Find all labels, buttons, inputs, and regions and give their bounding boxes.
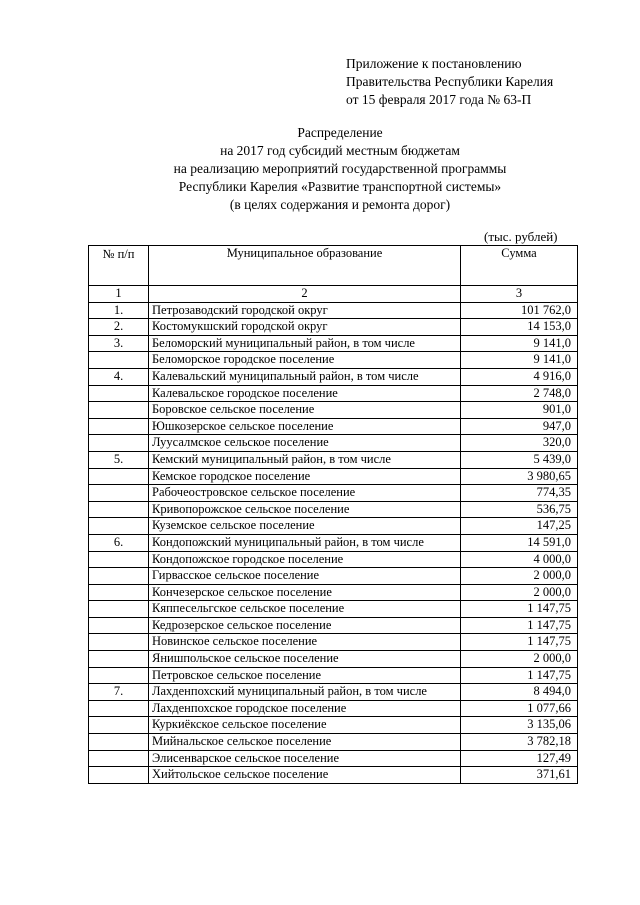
row-name: Кемское городское поселение [149,468,461,485]
row-sum: 1 147,75 [461,634,578,651]
table-row [89,534,578,551]
table-row [89,385,578,402]
table-row [89,501,578,518]
row-number [89,485,149,502]
row-sum: 371,61 [461,767,578,784]
row-name: Янишпольское сельское поселение [149,651,461,668]
row-name: Петровское сельское поселение [149,667,461,684]
header-name: Муниципальное образование [149,246,461,286]
subsidy-table [88,245,578,784]
row-sum: 2 748,0 [461,385,578,402]
row-name: Лахденпохский муниципальный район, в том числе [149,684,461,701]
row-number [89,617,149,634]
row-sum: 536,75 [461,501,578,518]
row-name: Калевальское городское поселение [149,385,461,402]
table-row [89,451,578,468]
row-sum: 1 147,75 [461,617,578,634]
row-name: Элисенварское сельское поселение [149,750,461,767]
row-name: Куркиёкское сельское поселение [149,717,461,734]
row-sum: 5 439,0 [461,451,578,468]
table-row [89,468,578,485]
header-num: № п/п [89,246,149,286]
row-number: 6. [89,534,149,551]
table-row [89,435,578,452]
row-number [89,651,149,668]
index-cell-3: 3 [461,286,578,303]
row-number [89,418,149,435]
table-row [89,634,578,651]
header-sum: Сумма [461,246,578,286]
title-line-2: на 2017 год субсидий местным бюджетам [220,143,460,158]
title-line-3: на реализацию мероприятий государственной программы [173,161,507,176]
appendix-line-1: Приложение к постановлению [346,56,522,71]
table-row [89,684,578,701]
table-row [89,319,578,336]
row-number: 5. [89,451,149,468]
table-row [89,767,578,784]
row-sum: 3 782,18 [461,734,578,751]
table-row [89,601,578,618]
row-name: Мийнальское сельское поселение [149,734,461,751]
row-sum: 1 147,75 [461,667,578,684]
document-title [120,124,560,214]
table-row [89,700,578,717]
units-label: (тыс. рублей) [484,229,558,244]
row-number [89,734,149,751]
row-sum: 101 762,0 [461,302,578,319]
row-sum: 901,0 [461,402,578,419]
row-name: Беломорский муниципальный район, в том числе [149,335,461,352]
row-number [89,501,149,518]
row-number [89,634,149,651]
row-name: Кемский муниципальный район, в том числе [149,451,461,468]
table-row [89,368,578,385]
row-sum: 8 494,0 [461,684,578,701]
row-name: Кяппесельгское сельское поселение [149,601,461,618]
table-row [89,717,578,734]
index-row [89,286,578,303]
row-name: Хийтольское сельское поселение [149,767,461,784]
table-row [89,750,578,767]
row-sum: 2 000,0 [461,651,578,668]
row-sum: 320,0 [461,435,578,452]
appendix-line-3: от 15 февраля 2017 года № 63-П [346,92,532,107]
row-sum: 4 916,0 [461,368,578,385]
row-name: Кондопожское городское поселение [149,551,461,568]
title-line-5: (в целях содержания и ремонта дорог) [229,197,451,212]
row-sum: 3 135,06 [461,717,578,734]
table-row [89,418,578,435]
row-number [89,435,149,452]
table-row [89,402,578,419]
row-name: Кондопожский муниципальный район, в том числе [149,534,461,551]
row-number [89,700,149,717]
row-name: Петрозаводский городской округ [149,302,461,319]
row-sum: 9 141,0 [461,335,578,352]
row-name: Новинское сельское поселение [149,634,461,651]
index-cell-2: 2 [149,286,461,303]
appendix-line-2: Правительства Республики Карелия [346,74,554,89]
row-number [89,468,149,485]
row-number [89,601,149,618]
row-sum: 947,0 [461,418,578,435]
row-name: Кончезерское сельское поселение [149,584,461,601]
appendix-header [346,55,553,109]
title-line-1: Распределение [297,125,383,140]
row-number [89,402,149,419]
row-name: Куземское сельское поселение [149,518,461,535]
row-name: Боровское сельское поселение [149,402,461,419]
table-row [89,617,578,634]
row-name: Гирвасское сельское поселение [149,568,461,585]
table-row [89,335,578,352]
row-number [89,584,149,601]
row-number [89,385,149,402]
row-number: 3. [89,335,149,352]
row-number: 1. [89,302,149,319]
row-sum: 147,25 [461,518,578,535]
row-number [89,717,149,734]
table-row [89,584,578,601]
row-name: Кедрозерское сельское поселение [149,617,461,634]
title-line-4: Республики Карелия «Развитие транспортной системы» [178,179,502,194]
row-number: 2. [89,319,149,336]
table-row [89,734,578,751]
row-sum: 2 000,0 [461,584,578,601]
table-row [89,551,578,568]
row-sum: 127,49 [461,750,578,767]
table-row [89,667,578,684]
header-row [89,246,578,286]
row-sum: 1 147,75 [461,601,578,618]
table-row [89,485,578,502]
row-number [89,750,149,767]
table-row [89,518,578,535]
row-name: Юшкозерское сельское поселение [149,418,461,435]
row-name: Беломорское городское поселение [149,352,461,369]
row-number [89,352,149,369]
table-row [89,568,578,585]
row-name: Кривопорожское сельское поселение [149,501,461,518]
table-row [89,651,578,668]
row-name: Луусалмское сельское поселение [149,435,461,452]
row-number [89,551,149,568]
row-number: 7. [89,684,149,701]
table-row [89,352,578,369]
row-sum: 2 000,0 [461,568,578,585]
row-sum: 14 153,0 [461,319,578,336]
row-sum: 1 077,66 [461,700,578,717]
table-row [89,302,578,319]
row-number [89,667,149,684]
row-name: Калевальский муниципальный район, в том числе [149,368,461,385]
row-sum: 4 000,0 [461,551,578,568]
row-name: Лахденпохское городское поселение [149,700,461,717]
row-name: Костомукшский городской округ [149,319,461,336]
index-cell-1: 1 [89,286,149,303]
row-number [89,767,149,784]
row-number: 4. [89,368,149,385]
row-sum: 3 980,65 [461,468,578,485]
row-name: Рабочеостровское сельское поселение [149,485,461,502]
row-number [89,568,149,585]
row-sum: 14 591,0 [461,534,578,551]
row-sum: 9 141,0 [461,352,578,369]
row-sum: 774,35 [461,485,578,502]
row-number [89,518,149,535]
